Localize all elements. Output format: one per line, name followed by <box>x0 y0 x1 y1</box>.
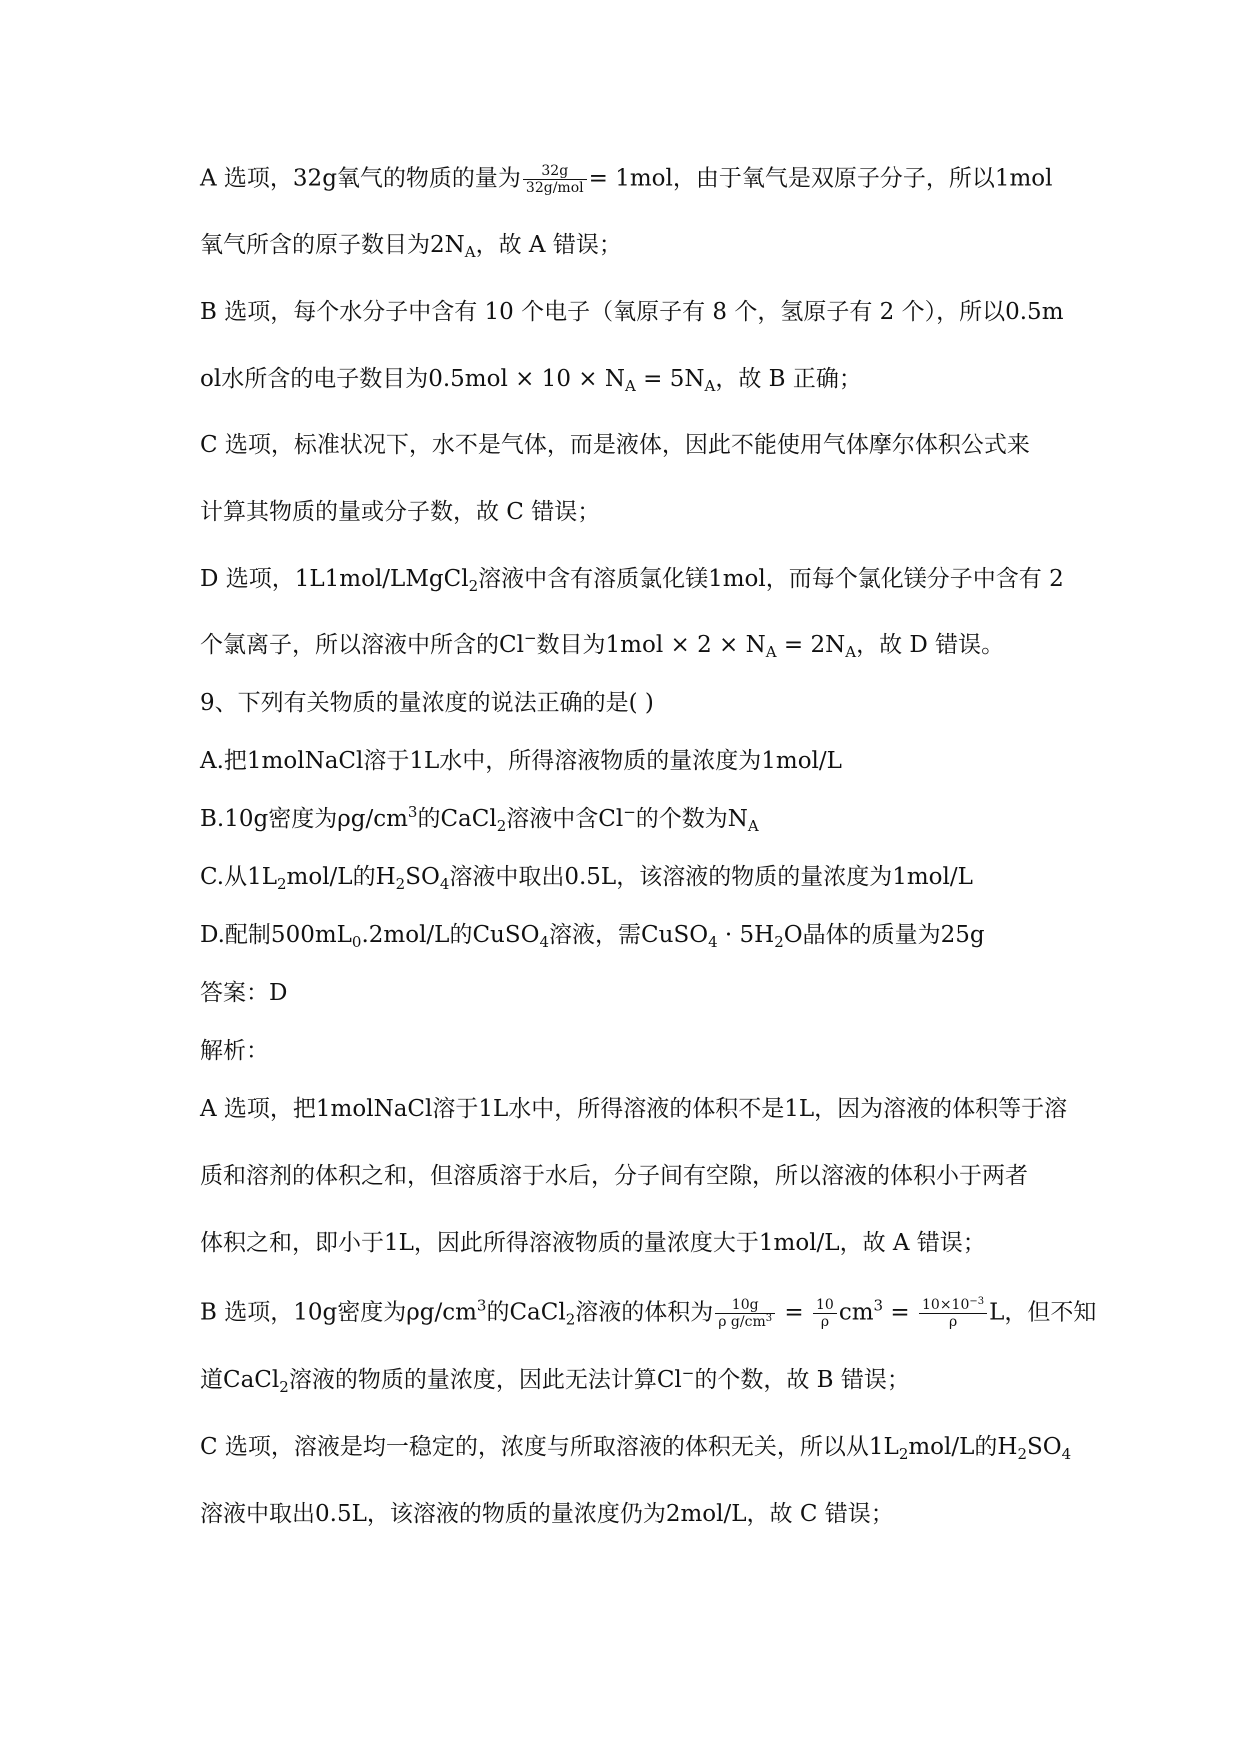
answer: 答案：D <box>200 980 288 1006</box>
line-22: 溶液中取出0.5L，该溶液的物质的量浓度仍为2mol/L，故 C 错误； <box>200 1501 894 1527</box>
analysis-heading: 解析： <box>200 1038 269 1064</box>
line-17: 质和溶剂的体积之和，但溶质溶于水后，分子间有空隙，所以溶液的体积小于两者 <box>200 1163 1028 1189</box>
line-6: 计算其物质的量或分子数，故 C 错误； <box>200 499 601 525</box>
line-16: A 选项，把1molNaCl溶于1L水中，所得溶液的体积不是1L，因为溶液的体积等于溶 <box>200 1096 1068 1122</box>
fraction: $\frac{10}{\rho}$ <box>813 1297 837 1330</box>
fraction: $\frac{10g}{\rho g/cm^3}$ <box>715 1297 775 1330</box>
line-4: ol水所含的电子数目为$0.5mol \times 10 \times N_A = 5N_A$，故 B 正确； <box>200 366 862 395</box>
line-18: 体积之和，即小于1L，因此所得溶液物质的量浓度大于1mol/L，故 A 错误； <box>200 1230 986 1256</box>
line-20: 道CaCl$_2$溶液的物质的量浓度，因此无法计算Cl−的个数，故 B 错误； <box>200 1364 910 1396</box>
line-2: 氧气所含的原子数目为$2N_A$，故 A 错误； <box>200 232 622 261</box>
line-3: B 选项，每个水分子中含有 10 个电子（氧原子有 8 个，氢原子有 2 个），所以0.5m <box>200 299 1064 325</box>
option-d: D.配制$500mL_0.2mol/L$的CuSO$_4$溶液，需CuSO$_4$ · $5H_2O$晶体的质量为25g <box>200 922 985 951</box>
line-21: C 选项，溶液是均一稳定的，浓度与所取溶液的体积无关，所以从$1L_2mol/L$的$H_2SO_4$ <box>200 1434 1072 1463</box>
option-b: B.10g密度为$\rho g/cm^3$的CaCl$_2$溶液中含Cl−的个数为$N_A$ <box>200 803 759 835</box>
fraction: $\frac{10\times 10^{-3}}{\rho}$ <box>919 1297 987 1330</box>
line-8: 个氯离子，所以溶液中所含的Cl−数目为$1mol \times 2 \times N_A = 2N_A$，故 D 错误。 <box>200 629 1005 661</box>
option-c: C.从$1L_2mol/L$的$H_2SO_4$溶液中取出0.5L，该溶液的物质的量浓度为1mol/L <box>200 864 973 893</box>
line-1: A 选项，32g氧气的物质的量为 $\frac{32g}{\text{32g/mol}}$ = 1mol，由于氧气是双原子分子，所以1mol <box>200 163 1053 196</box>
line-19: B 选项，10g密度为$\rho g/cm^3$的CaCl$_2$溶液的体积为 $\frac{10g}{\rho g/cm^3}$ = $\frac{10}{\rho}$ $cm^3$ = $\frac{10\times 10^{-3}}{\rho}$ L，但不知 <box>200 1296 1097 1330</box>
fraction: $\frac{32g}{\text{32g/mol}}$ <box>523 163 587 196</box>
option-a: A.把1molNaCl溶于1L水中，所得溶液物质的量浓度为1mol/L <box>200 748 842 774</box>
line-5: C 选项，标准状况下，水不是气体，而是液体，因此不能使用气体摩尔体积公式来 <box>200 432 1030 458</box>
question-9: 9、下列有关物质的量浓度的说法正确的是( ) <box>200 690 654 716</box>
line-7: D 选项，1L1mol/LMgCl$_2$溶液中含有溶质氯化镁1mol，而每个氯化镁分子中含有 2 <box>200 566 1064 595</box>
